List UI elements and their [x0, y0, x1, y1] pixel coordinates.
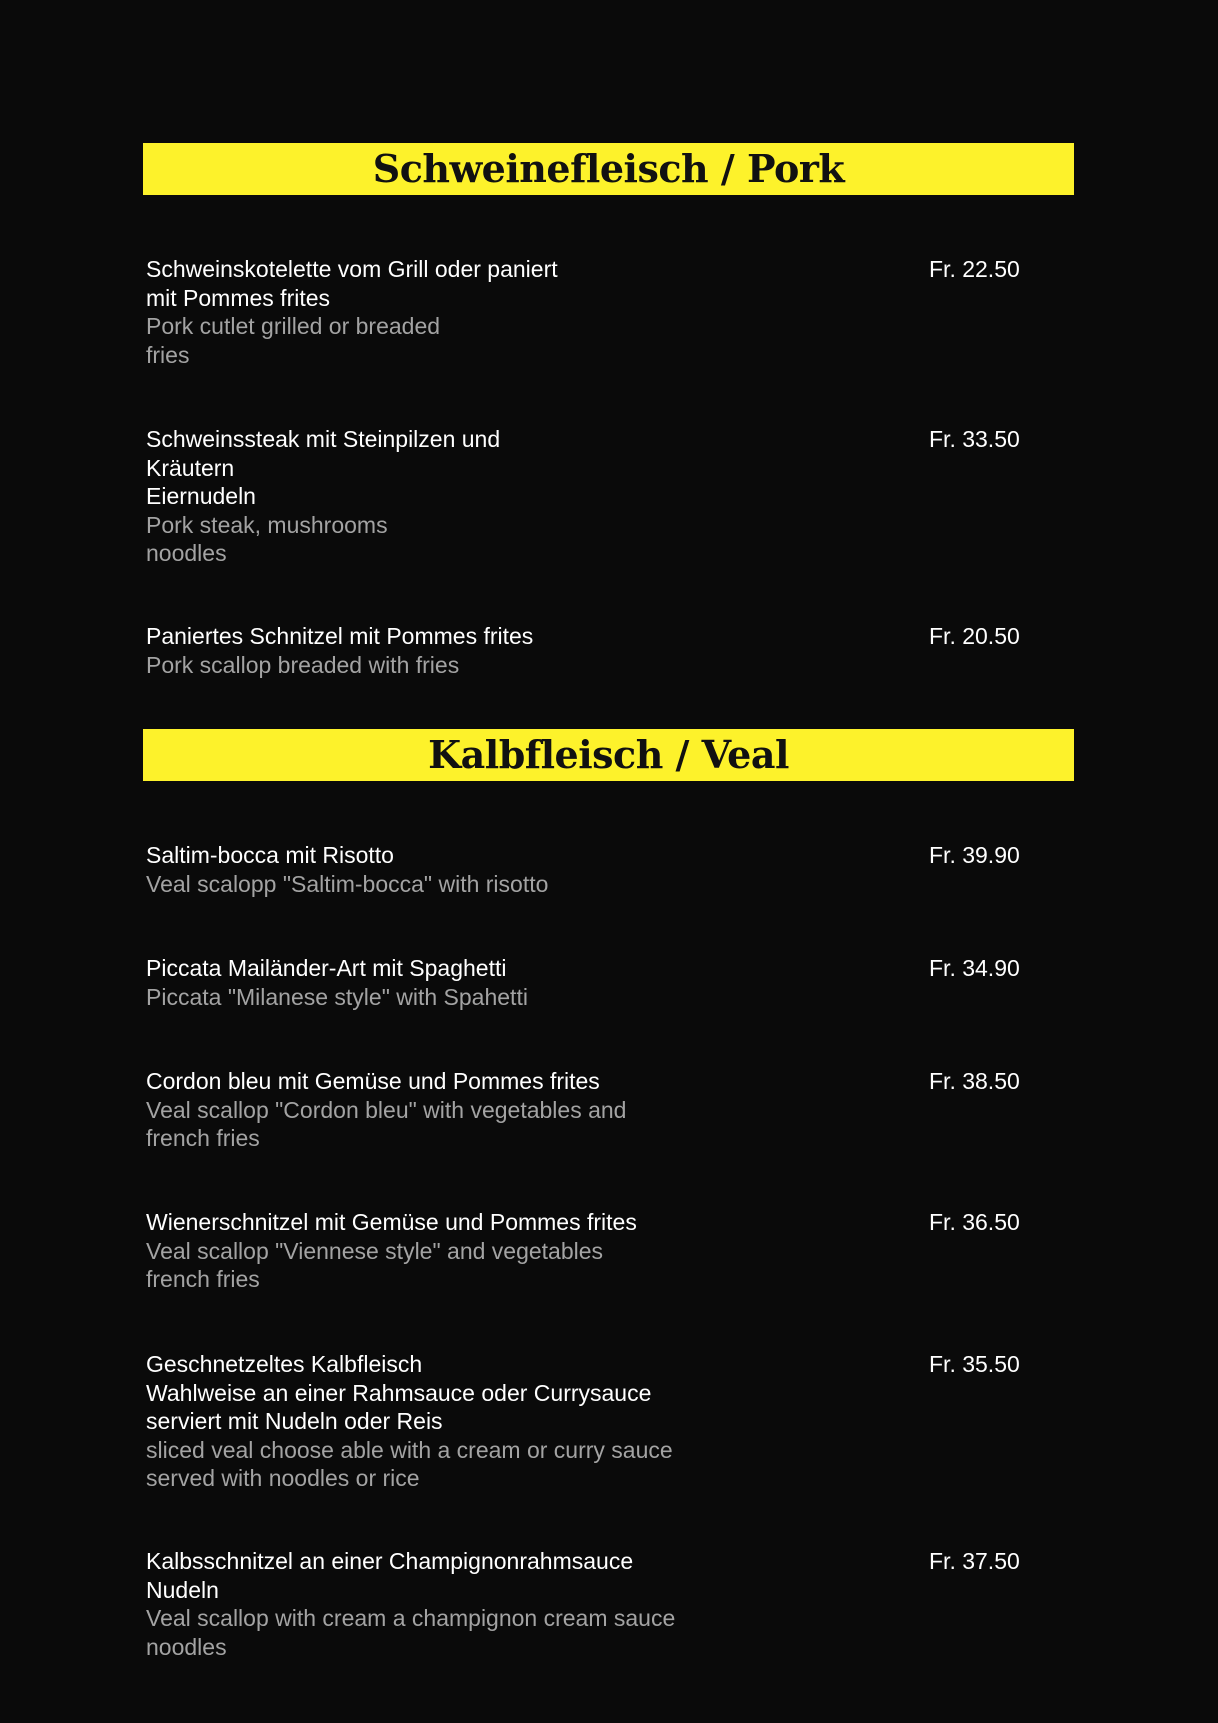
dish-price: Fr. 38.50 — [929, 1068, 1020, 1094]
dish-name-en: served with noodles or rice — [146, 1465, 420, 1491]
dish-name-en: Pork scallop breaded with fries — [146, 651, 460, 678]
dish-name-en: noodles — [146, 1633, 227, 1660]
dish-price: Fr. 20.50 — [929, 623, 1020, 649]
dish-price: Fr. 39.90 — [929, 842, 1020, 868]
dish-price: Fr. 35.50 — [929, 1351, 1020, 1377]
dish-name-de: Wienerschnitzel mit Gemüse und Pommes frites — [146, 1209, 637, 1235]
menu-item-cordon-bleu — [146, 1067, 1146, 1153]
dish-name-en: Pork steak, mushrooms — [146, 511, 388, 538]
dish-name-de: Schweinssteak mit Steinpilzen und — [146, 426, 501, 452]
dish-name-de: Schweinskotelette vom Grill oder paniert — [146, 256, 558, 282]
dish-name-de: Piccata Mailänder-Art mit Spaghetti — [146, 955, 507, 981]
menu-item-geschnetzeltes — [146, 1350, 1146, 1493]
dish-name-de: Cordon bleu mit Gemüse und Pommes frites — [146, 1068, 600, 1094]
section-title-pork: Schweinefleisch / Pork — [372, 146, 845, 191]
dish-name-en: Pork cutlet grilled or breaded — [146, 313, 441, 339]
dish-name-en: sliced veal choose able with a cream or curry sauce — [146, 1436, 673, 1463]
dish-name-de: Kalbsschnitzel an einer Champignonrahmsauce — [146, 1548, 634, 1574]
dish-price: Fr. 34.90 — [929, 955, 1020, 981]
dish-name-en: noodles — [146, 540, 227, 566]
menu-item-piccata — [146, 954, 1146, 1011]
dish-name-de: Wahlweise an einer Rahmsauce oder Currysauce — [146, 1379, 652, 1406]
dish-name-de: serviert mit Nudeln oder Reis — [146, 1408, 443, 1434]
dish-name-en: Veal scallop with cream a champignon cream sauce — [146, 1605, 676, 1631]
dish-name-en: Veal scallop "Cordon bleu" with vegetables and — [146, 1096, 627, 1123]
dish-price: Fr. 37.50 — [929, 1548, 1020, 1574]
dish-name-de: Nudeln — [146, 1576, 219, 1603]
section-header-pork — [143, 143, 1074, 195]
menu-item-wienerschnitzel — [146, 1208, 1146, 1294]
section-header-veal — [143, 729, 1074, 781]
dish-price: Fr. 36.50 — [929, 1209, 1020, 1235]
dish-name-en: french fries — [146, 1125, 260, 1151]
dish-name-de: Kräutern — [146, 454, 235, 481]
dish-name-de: Paniertes Schnitzel mit Pommes frites — [146, 623, 534, 649]
menu-item-saltimbocca — [146, 841, 1146, 898]
menu-item-pork-schnitzel — [146, 622, 1146, 679]
menu-item-pork-steak — [146, 425, 1146, 568]
section-title-veal: Kalbfleisch / Veal — [428, 732, 789, 777]
dish-name-de: Eiernudeln — [146, 483, 256, 509]
dish-name-de: Saltim-bocca mit Risotto — [146, 842, 394, 868]
dish-name-en: Veal scallop "Viennese style" and vegetables — [146, 1237, 604, 1264]
dish-price: Fr. 22.50 — [929, 256, 1020, 282]
dish-name-de: Geschnetzeltes Kalbfleisch — [146, 1351, 423, 1377]
dish-name-en: Piccata "Milanese style" with Spahetti — [146, 983, 528, 1010]
dish-name-en: fries — [146, 341, 190, 368]
menu-item-pork-cutlet — [146, 255, 1146, 369]
menu-item-kalbsschnitzel — [146, 1547, 1146, 1661]
dish-name-en: french fries — [146, 1266, 260, 1292]
dish-price: Fr. 33.50 — [929, 426, 1020, 452]
dish-name-de: mit Pommes frites — [146, 284, 331, 311]
dish-name-en: Veal scalopp "Saltim-bocca" with risotto — [146, 870, 549, 897]
